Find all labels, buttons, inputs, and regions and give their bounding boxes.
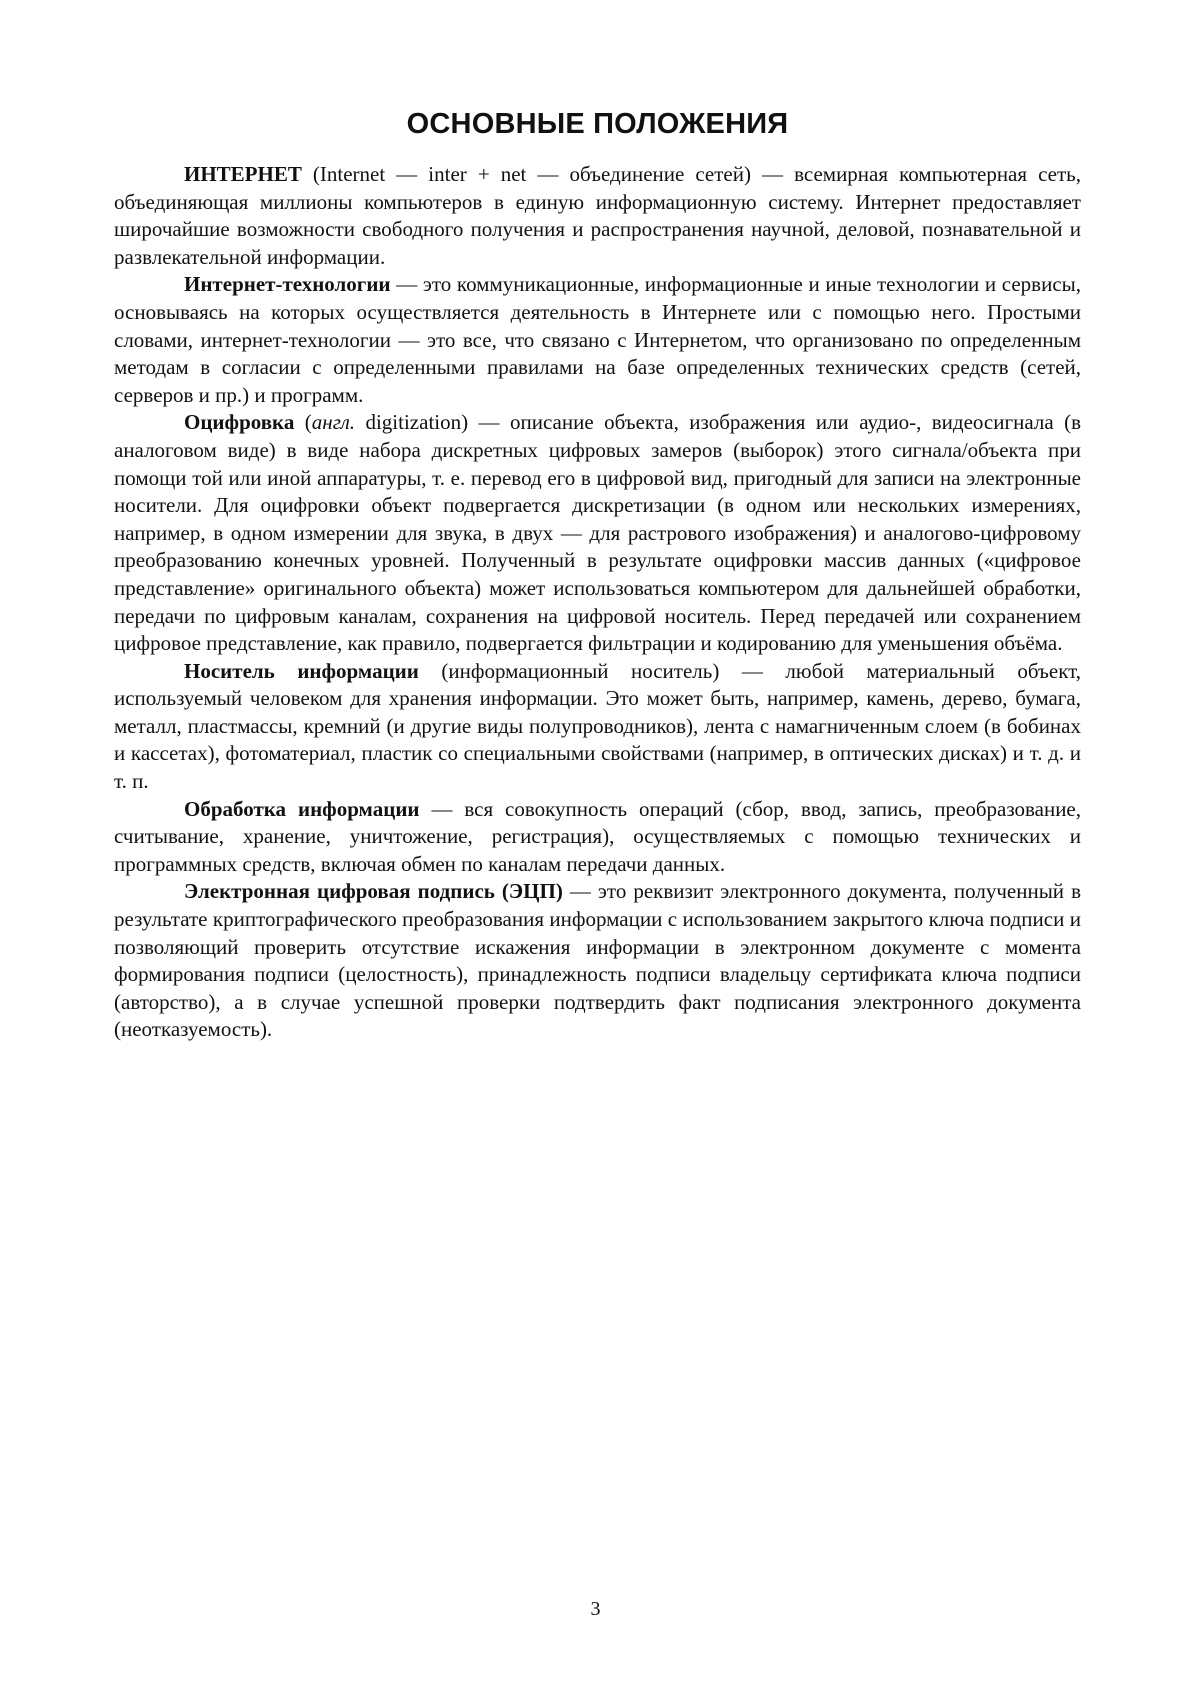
definition-internet-technologies: — это коммуникационные, информационные и иные технологии и сервисы, основываясь на которых осуществляется деятельность в Интернете или с помощью него. Простыми словами, интернет-технологии — это все, что связано с Интернетом, что организовано по определенным методам в согласии с определенными правилами на базе определенных технических средств (сетей, серверов и пр.) и программ. [114, 272, 1081, 407]
page-number: 3 [590, 1598, 601, 1620]
term-digital-signature: Электронная цифровая подпись (ЭЦП) [184, 879, 563, 904]
term-internet-technologies: Интернет-технологии [184, 272, 391, 297]
paragraph-internet-technologies [114, 271, 1081, 409]
term-storage-medium: Носитель информации [184, 658, 419, 683]
definition-storage-medium: (информационный носитель) — любой материальный объект, используемый человеком для хранения информации. Это может быть, например, камень, дерево, бумага, металл, пластмассы, кремний (и другие виды полупроводников), лента с намагниченным слоем (в бобинах и кассетах), фотоматериал, пластик со специальными свойствами (например, в оптических дисках) и т. д. и т. п. [114, 658, 1081, 794]
paragraph-information-processing [114, 796, 1081, 879]
page-content [114, 108, 1081, 1044]
definition-digitization-open: ( [294, 410, 312, 435]
page-title: ОСНОВНЫЕ ПОЛОЖЕНИЯ [406, 108, 789, 140]
definition-digitization: digitization) — описание объекта, изображения или аудио-, видеосигнала (в аналоговом виде) в виде набора дискретных цифровых замеров (выборок) этого сигнала/объекта при помощи той или иной аппаратуры, т. е. перевод его в цифровой вид, пригодный для записи на электронные носители. Для оцифровки объект подвергается дискретизации (в одном или нескольких измерениях, например, в одном измерении для звука, в двух — для растрового изображения) и аналогово-цифровому преобразованию конечных уровней. Полученный в результате оцифровки массив данных («цифровое представление» оригинального объекта) может использоваться компьютером для дальнейшей обработки, передачи по цифровым каналам, сохранения на цифровой носитель. Перед передачей или сохранением цифровое представление, как правило, подвергается фильтрации и кодированию для уменьшения объёма. [114, 410, 1081, 656]
paragraph-internet [114, 161, 1081, 271]
definition-internet: (Internet — inter + net — объединение сетей) — всемирная компьютерная сеть, объединяющая миллионы компьютеров в единую информационную систему. Интернет предоставляет широчайшие возможности свободного получения и распространения научной, деловой, познавательной и развлекательной информации. [114, 162, 1081, 269]
term-internet: ИНТЕРНЕТ [184, 162, 302, 186]
term-digitization: Оцифровка [184, 410, 295, 435]
paragraph-digitization [114, 409, 1081, 657]
term-information-processing: Обработка информации [184, 796, 420, 821]
definition-digitization-lang: англ. [311, 410, 356, 435]
paragraph-digital-signature [114, 878, 1081, 1044]
definition-information-processing: — вся совокупность операций (сбор, ввод, запись, преобразование, считывание, хранение, уничтожение, регистрация), осуществляемых с помощью технических и программных средств, включая обмен по каналам передачи данных. [114, 796, 1082, 876]
paragraph-storage-medium [114, 658, 1081, 796]
definition-digital-signature: — это реквизит электронного документа, полученный в результате криптографического преобразования информации с использованием закрытого ключа подписи и позволяющий проверить отсутствие искажения информации в электронном документе с момента формирования подписи (целостность), принадлежность подписи владельцу сертификата ключа подписи (авторство), а в случае успешной проверки подтвердить факт подписания электронного документа (неотказуемость). [114, 879, 1081, 1042]
